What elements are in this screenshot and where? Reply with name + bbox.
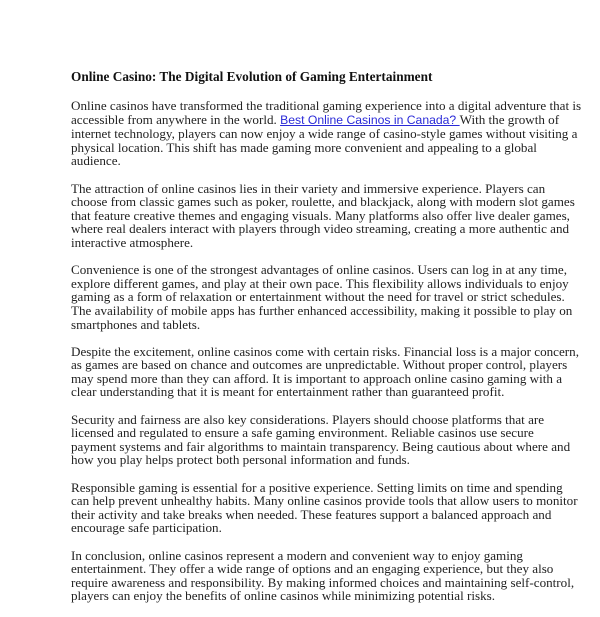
text-segment: encourage safe participation.: [71, 520, 222, 536]
text-line: [71, 275, 569, 291]
text-line: [71, 289, 565, 305]
text-segment: The attraction of online casinos lies in their variety and immersive experience. Players can: [71, 180, 546, 196]
text-segment: how you play helps protect both personal information and funds.: [71, 452, 410, 468]
text-line: [71, 453, 551, 467]
text-line: [71, 318, 551, 332]
best-online-casinos-link[interactable]: Best Online Casinos in Canada?: [280, 112, 460, 127]
text-segment: Online casinos have transformed the traditional gaming experience into a digital adventure that is: [71, 98, 582, 113]
text-segment: physical location. This shift has made gaming more convenient and appealing to a global: [71, 139, 537, 155]
text-line: [71, 479, 563, 495]
text-line: [71, 141, 551, 155]
text-line: [71, 493, 578, 509]
text-line: [71, 302, 573, 318]
text-segment: Convenience is one of the strongest advantages of online casinos. Users can log in at any time,: [71, 262, 567, 278]
text-segment: licensed and regulated to ensure a safe gaming environment. Reliable casinos use secure: [71, 425, 534, 441]
text-line: [71, 549, 551, 563]
text-segment: require awareness and responsibility. By making informed choices and maintaining self-control,: [71, 574, 575, 590]
paragraph: [71, 479, 578, 536]
text-line: [71, 357, 568, 373]
text-segment: Despite the excitement, online casinos come with certain risks. Financial loss is a major concern,: [71, 343, 579, 359]
document-body: [71, 69, 582, 617]
text-line: [71, 98, 582, 113]
text-line: [71, 182, 551, 196]
text-line: [71, 385, 551, 399]
text-line: [71, 589, 551, 603]
text-segment: internet technology, players can now enjoy a wide range of casino-style games without visiting a: [71, 126, 578, 142]
text-segment: that feature creative themes and engaging visuals. Many platforms also offer live dealer games,: [71, 207, 570, 223]
text-line: [71, 236, 551, 250]
text-line: [71, 521, 551, 535]
paragraph: [71, 411, 571, 468]
text-line: [71, 207, 570, 223]
article-paragraphs: [71, 98, 582, 604]
text-segment: payment systems and fair algorithms to maintain transparency. Being cautious about where and: [71, 438, 571, 454]
text-segment: The availability of mobile apps has further enhanced accessibility, making it possible to play on: [71, 302, 573, 318]
text-segment: clear understanding that it is meant for entertainment rather than guaranteed profit.: [71, 384, 505, 400]
text-segment: Security and fairness are also key considerations. Players should choose platforms that are: [71, 411, 545, 427]
text-segment: explore different games, and play at their own pace. This flexibility allows individuals to enjoy: [71, 275, 569, 291]
text-segment: choose from classic games such as poker, roulette, and blackjack, along with modern slot games: [71, 194, 575, 210]
text-line: [71, 194, 575, 210]
text-segment: audience.: [71, 153, 121, 169]
text-line: [71, 111, 560, 128]
text-line: [71, 413, 551, 427]
text-line: [71, 561, 554, 577]
text-line: [71, 508, 551, 522]
text-segment: gaming as a form of relaxation or entertainment without the need for travel or strict schedules.: [71, 289, 565, 305]
text-segment: entertainment. They offer a wide range of options and an engaging experience, but they also: [71, 561, 554, 577]
text-segment: accessible from anywhere in the world.: [71, 111, 281, 127]
text-line: [71, 221, 570, 237]
text-line: [71, 343, 579, 359]
paragraph: [71, 547, 575, 604]
text-line: [71, 426, 551, 440]
text-segment: players can enjoy the benefits of online casinos while minimizing potential risks.: [71, 588, 495, 604]
page-title: Online Casino: The Digital Evolution of Gaming Entertainment: [71, 69, 433, 84]
text-segment: In conclusion, online casinos represent a modern and convenient way to enjoy gaming: [71, 547, 523, 563]
text-line: [71, 574, 575, 590]
paragraph: [71, 180, 575, 250]
text-segment: may spend more than they can afford. It is important to approach online casino gaming with a: [71, 370, 563, 386]
text-segment: interactive atmosphere.: [71, 234, 194, 250]
text-segment: Responsible gaming is essential for a positive experience. Setting limits on time and spending: [71, 479, 563, 495]
text-segment: smartphones and tablets.: [71, 316, 201, 332]
text-line: [71, 126, 578, 142]
text-line: [71, 438, 571, 454]
text-line: [71, 154, 551, 168]
paragraph: [71, 343, 579, 400]
paragraph: [71, 262, 573, 332]
text-line: [71, 370, 563, 386]
text-segment: where real dealers interact with players through video streaming, creating a more authentic and: [71, 221, 570, 237]
text-segment: can help prevent unhealthy habits. Many online casinos provide tools that allow users to monitor: [71, 493, 578, 509]
text-segment: their activity and take breaks when needed. These features support a balanced approach and: [71, 506, 552, 522]
text-segment: as games are based on chance and outcomes are unpredictable. Without proper control, players: [71, 357, 568, 373]
text-line: [71, 262, 567, 278]
text-segment: With the growth of: [459, 111, 560, 127]
paragraph: [71, 98, 582, 169]
